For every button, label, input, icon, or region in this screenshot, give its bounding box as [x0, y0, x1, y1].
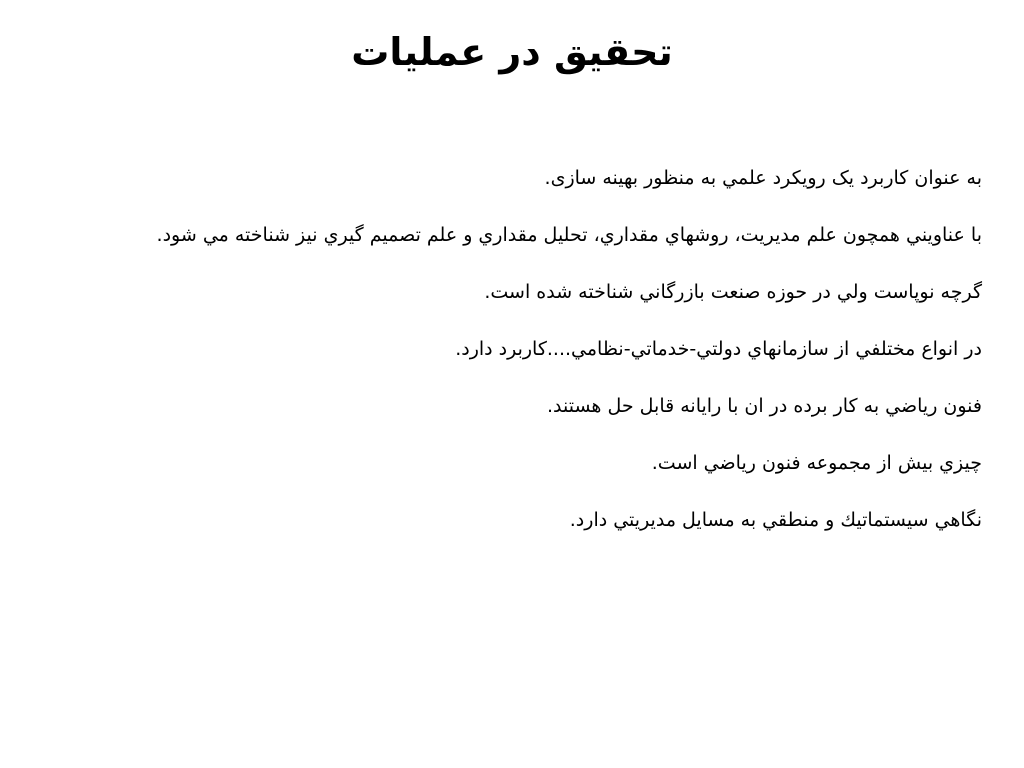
slide-title: تحقيق در عمليات: [351, 30, 673, 74]
paragraph-6: چيزي بيش از مجموعه فنون رياضي است.: [651, 452, 982, 474]
paragraph-2: با عناويني همچون علم مديريت، روشهاي مقداري، تحليل مقداري و علم تصميم گيري نيز شناخته مي شود.: [156, 224, 982, 246]
paragraph-5: فنون رياضي به كار برده در ان با رايانه قابل حل هستند.: [547, 395, 982, 417]
paragraph-3: گرچه نوپاست ولي در حوزه صنعت بازرگاني شناخته شده است.: [484, 281, 982, 303]
paragraph-4: در انواع مختلفي از سازمانهاي دولتي-خدماتي-نظامي....كاربرد دارد.: [455, 338, 982, 360]
slide-body: [80, 163, 982, 562]
paragraph-1: به عنوان كاربرد يک رويكرد علمي به منظور بهينه سازی.: [544, 167, 982, 189]
paragraph-7: نگاهي سيستماتيك و منطقي به مسايل مديريتي دارد.: [569, 509, 982, 531]
